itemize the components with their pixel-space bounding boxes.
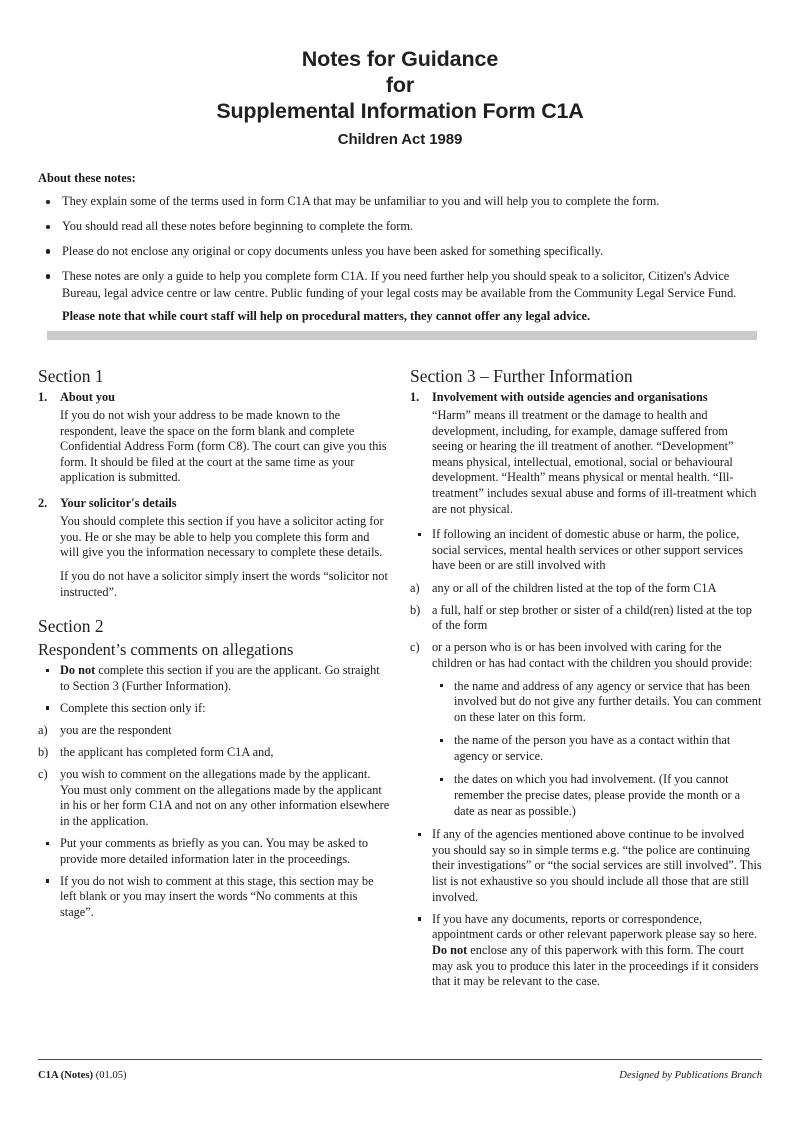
page-footer [38, 1070, 762, 1081]
title-subtitle: Children Act 1989 [337, 131, 463, 148]
list-item: the name and address of any agency or service that has been involved but do not give any further details. You can comment on these later on this form. [432, 679, 762, 726]
list-item [38, 390, 390, 486]
footer-form-code [38, 1070, 127, 1081]
item-body: If you do not have a solicitor simply insert the words “solicitor not instructed”. [60, 568, 388, 599]
footer-credit: Designed by Publications Branch [619, 1070, 762, 1081]
list-item [410, 603, 762, 634]
list-item: Put your comments as briefly as you can. You may be asked to provide more detailed information later in the proceedings. [38, 836, 390, 867]
section-1-items [38, 390, 390, 600]
list-item: If you do not wish to comment at this stage, this section may be left blank or you may insert the words “No comments at this stage”. [38, 874, 390, 921]
list-item [38, 723, 390, 739]
item-body: “Harm” means ill treatment or the damage to health and development, including, for example, damage suffered from seeing or hearing the ill treatment of another. “Development” means physical, intellectual, emotional, social or behavioural development. “Health” means physical or mental health. “Ill-treatment” includes sexual abuse and forms of ill-treatment which are not physical. [432, 408, 757, 516]
item-marker: c) [38, 767, 48, 782]
about-bullet-list [38, 193, 762, 324]
item-marker: c) [410, 640, 420, 655]
list-item: the name of the person you have as a contact within that agency or service. [432, 733, 762, 764]
title-line-3: Supplemental Information Form C1A [216, 99, 584, 123]
list-item: Please do not enclose any original or copy documents unless you have been asked for something specifically. [38, 243, 762, 259]
title-line-2: for [385, 73, 415, 97]
item-marker: a) [410, 580, 420, 595]
right-column [410, 366, 762, 996]
footer-code-text: C1A (Notes) [38, 1070, 94, 1081]
section-2-alpha-list [38, 723, 390, 830]
footer-version-text: (01.05) [95, 1070, 127, 1081]
left-column [38, 366, 390, 996]
section-2-subheading: Respondent’s comments on allegations [38, 640, 294, 660]
section-3-bullets-bottom [410, 827, 762, 989]
about-legal-advice-note: Please note that while court staff will help on procedural matters, they cannot offer any legal advice. [62, 309, 591, 324]
do-not-emphasis: Do not [432, 942, 468, 957]
list-item-text: a full, half or step brother or sister of a child(ren) listed at the top of the form [432, 602, 752, 633]
list-item-text: or a person who is or has been involved with caring for the children or has had contact with the children you should provide: [432, 640, 753, 670]
list-item [38, 745, 390, 761]
list-item-text: you are the respondent [60, 722, 172, 737]
section-3-nested-bullets [432, 679, 762, 820]
list-item: You should read all these notes before beginning to complete the form. [38, 218, 762, 234]
do-not-emphasis: Do not [60, 663, 96, 678]
item-body: You should complete this section if you have a solicitor acting for you. He or she may be able to help you complete this form and will give you the information necessary to complete these details. [60, 514, 384, 560]
section-3-heading: Section 3 – Further Information [410, 366, 633, 386]
about-heading: About these notes: [38, 171, 136, 185]
list-item [410, 640, 762, 671]
item-marker: b) [38, 745, 49, 759]
title-line-1: Notes for Guidance [301, 47, 499, 71]
section-2-bullets-top [38, 663, 390, 716]
section-3-alpha-list [410, 581, 762, 672]
item-marker: a) [38, 722, 48, 737]
section-2-bullets-bottom [38, 836, 390, 920]
list-item-text: you wish to comment on the allegations made by the applicant. You must only comment on the allegations made by the applicant in his or her form C1A and not on any other information elsewhere in the application. [60, 767, 390, 828]
section-2-heading: Section 2 [38, 616, 104, 637]
footer-divider [38, 1059, 762, 1060]
list-item-text: If you have any documents, reports or correspondence, appointment cards or other relevant paperwork please say so here. [432, 911, 758, 942]
section-divider-bar [47, 331, 757, 340]
list-item: These notes are only a guide to help you complete form C1A. If you need further help you should speak to a solicitor, Citizen's Advice Bureau, legal advice centre or law centre. Public funding of your legal costs may be available from the Community Legal Service Fund. [38, 268, 762, 301]
document-title-block [38, 0, 762, 153]
item-number: 1. [38, 390, 48, 404]
list-item: Complete this section only if: [38, 701, 390, 717]
item-title: About you [60, 390, 116, 404]
list-item [410, 390, 762, 517]
body-columns [38, 366, 762, 996]
list-item [38, 496, 390, 600]
item-number: 1. [410, 390, 420, 404]
list-item: the dates on which you had involvement. (If you cannot remember the precise dates, please provide the month or a date as near as possible.) [432, 772, 762, 819]
list-item: They explain some of the terms used in form C1A that may be unfamiliar to you and will help you to complete the form. [38, 193, 762, 209]
section-3-bullet-1 [410, 527, 762, 574]
list-item [38, 767, 390, 829]
list-item-text: enclose any of this paperwork with this form. The court may ask you to produce this later in the proceedings if it considers that it may be relevant to the case. [432, 942, 759, 989]
item-body: If you do not wish your address to be made known to the respondent, leave the space on the form blank and complete Confidential Address Form (form C8). The court can give you this form. It should be filed at the court at the same time as your application is submitted. [60, 408, 387, 485]
list-item: If any of the agencies mentioned above continue to be involved you should say so in simple terms e.g. “the police are continuing their investigations” or “the social services are still involved”. This list is not exhaustive so you should include all those that are still involved. [410, 827, 762, 905]
list-item: If following an incident of domestic abuse or harm, the police, social services, mental health services or other support services have been or are still involved with [410, 527, 762, 574]
list-item-text: complete this section if you are the applicant. Go straight to Section 3 (Further Information). [60, 663, 380, 693]
item-marker: b) [410, 602, 421, 617]
about-these-notes-section [38, 170, 762, 325]
list-item [410, 912, 762, 990]
item-number: 2. [38, 496, 48, 511]
list-item-text: the applicant has completed form C1A and, [60, 745, 274, 759]
section-3-items [410, 390, 762, 517]
section-1-heading: Section 1 [38, 366, 104, 386]
item-title: Involvement with outside agencies and organisations [432, 390, 708, 404]
list-item-text: any or all of the children listed at the top of the form C1A [432, 580, 717, 595]
list-item [38, 663, 390, 694]
item-title: Your solicitor's details [60, 496, 177, 511]
list-item [410, 581, 762, 597]
